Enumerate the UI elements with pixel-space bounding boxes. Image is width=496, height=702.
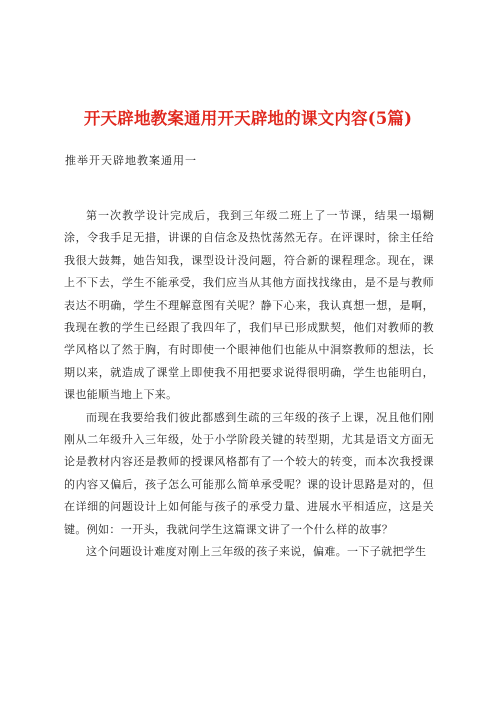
body-paragraph-3: 这个问题设计难度对刚上三年级的孩子来说，偏难。一下子就把学生 — [86, 545, 427, 559]
document-title: 开天辟地教案通用开天辟地的课文内容(5篇) — [83, 109, 413, 128]
body-paragraph-2: 而现在我要给我们彼此都感到生疏的三年级的孩子上课，况且他们刚刚从二年级升入三年级，处于小学阶段关键的转型期，尤其是语文方面无论是教材内容还是教师的授课风格都有了一个较大的转变，而本次我授课的内容又偏后，孩子怎么可能那么简单承受呢？课的设计思路是对的，但在详细的问题设计上如何能与孩子的承受力量、进展水平相适应，这是关键。例如：一开头，我就问学生这篇课文讲了一个什么样的故事？ — [64, 410, 434, 536]
body-paragraph-1: 第一次教学设计完成后，我到三年级二班上了一节课，结果一塌糊涂，令我手足无措，讲课的自信念及热忱荡然无存。在评课时，徐主任给我很大鼓舞，她告知我，课型设计没问题，符合新的课程理念。现在，课上不下去，学生不能承受，我们应当从其他方面找找缘由，是不是与教师表达不明确，学生不理解意图有关呢？静下心来，我认真想一想，是啊，我现在教的学生已经跟了我四年了，我们早已形成默契，他们对教师的教学风格以了然于胸，有时即使一个眼神他们也能从中洞察教师的想法，长期以来，就造成了课堂上即使我不用把要求说得很明确，学生也能明白，课也能顺当地上下来。 — [64, 209, 434, 402]
document-subtitle: 推举开天辟地教案通用一 — [65, 154, 197, 167]
document-body — [64, 205, 434, 564]
